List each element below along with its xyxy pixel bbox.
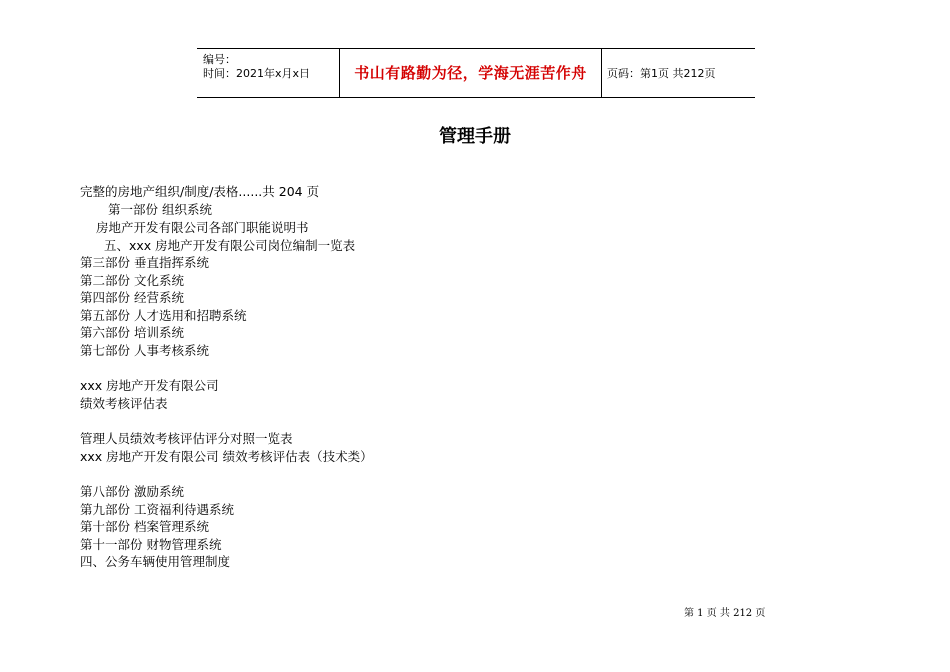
- toc-line-4: 第三部份 垂直指挥系统: [80, 255, 209, 270]
- toc-line-5: 第二部份 文化系统: [80, 273, 184, 288]
- toc-line-17: 第十一部份 财物管理系统: [80, 537, 222, 552]
- toc-line-13: xxx 房地产开发有限公司 绩效考核评估表（技术类）: [80, 449, 373, 464]
- toc-line-2: 房地产开发有限公司各部门职能说明书: [96, 220, 309, 235]
- page-info: 页码：第1页 共212页: [607, 67, 716, 80]
- toc-line-3: 五、xxx 房地产开发有限公司岗位编制一览表: [104, 238, 356, 253]
- toc-line-16: 第十部份 档案管理系统: [80, 519, 209, 534]
- toc-line-7: 第五部份 人才选用和招聘系统: [80, 308, 247, 323]
- header-left-cell: [197, 49, 339, 97]
- toc-line-9: 第七部份 人事考核系统: [80, 343, 209, 358]
- toc-line-14: 第八部份 激励系统: [80, 484, 184, 499]
- toc-line-10: xxx 房地产开发有限公司: [80, 378, 219, 393]
- toc-line-11: 绩效考核评估表: [80, 396, 168, 411]
- toc-line-15: 第九部份 工资福利待遇系统: [80, 502, 234, 517]
- toc-line-8: 第六部份 培训系统: [80, 325, 184, 340]
- toc-line-18: 四、公务车辆使用管理制度: [80, 554, 231, 569]
- toc-line-1: 第一部份 组织系统: [108, 202, 212, 217]
- header-motto-cell: [339, 49, 602, 97]
- header-right-cell: [601, 49, 755, 97]
- toc-line-0: 完整的房地产组织/制度/表格......共 204 页: [80, 184, 320, 199]
- toc-line-12: 管理人员绩效考核评估评分对照一览表: [80, 431, 293, 446]
- toc-line-6: 第四部份 经营系统: [80, 290, 184, 305]
- page-footer: 第 1 页 共 212 页: [684, 608, 766, 619]
- time-label: 时间：2021年x月x日: [203, 67, 311, 80]
- page-title: 管理手册: [439, 126, 511, 147]
- serial-label: 编号：: [203, 53, 236, 66]
- header-motto: 书山有路勤为径，学海无涯苦作舟: [354, 64, 587, 82]
- header-table: [197, 48, 755, 98]
